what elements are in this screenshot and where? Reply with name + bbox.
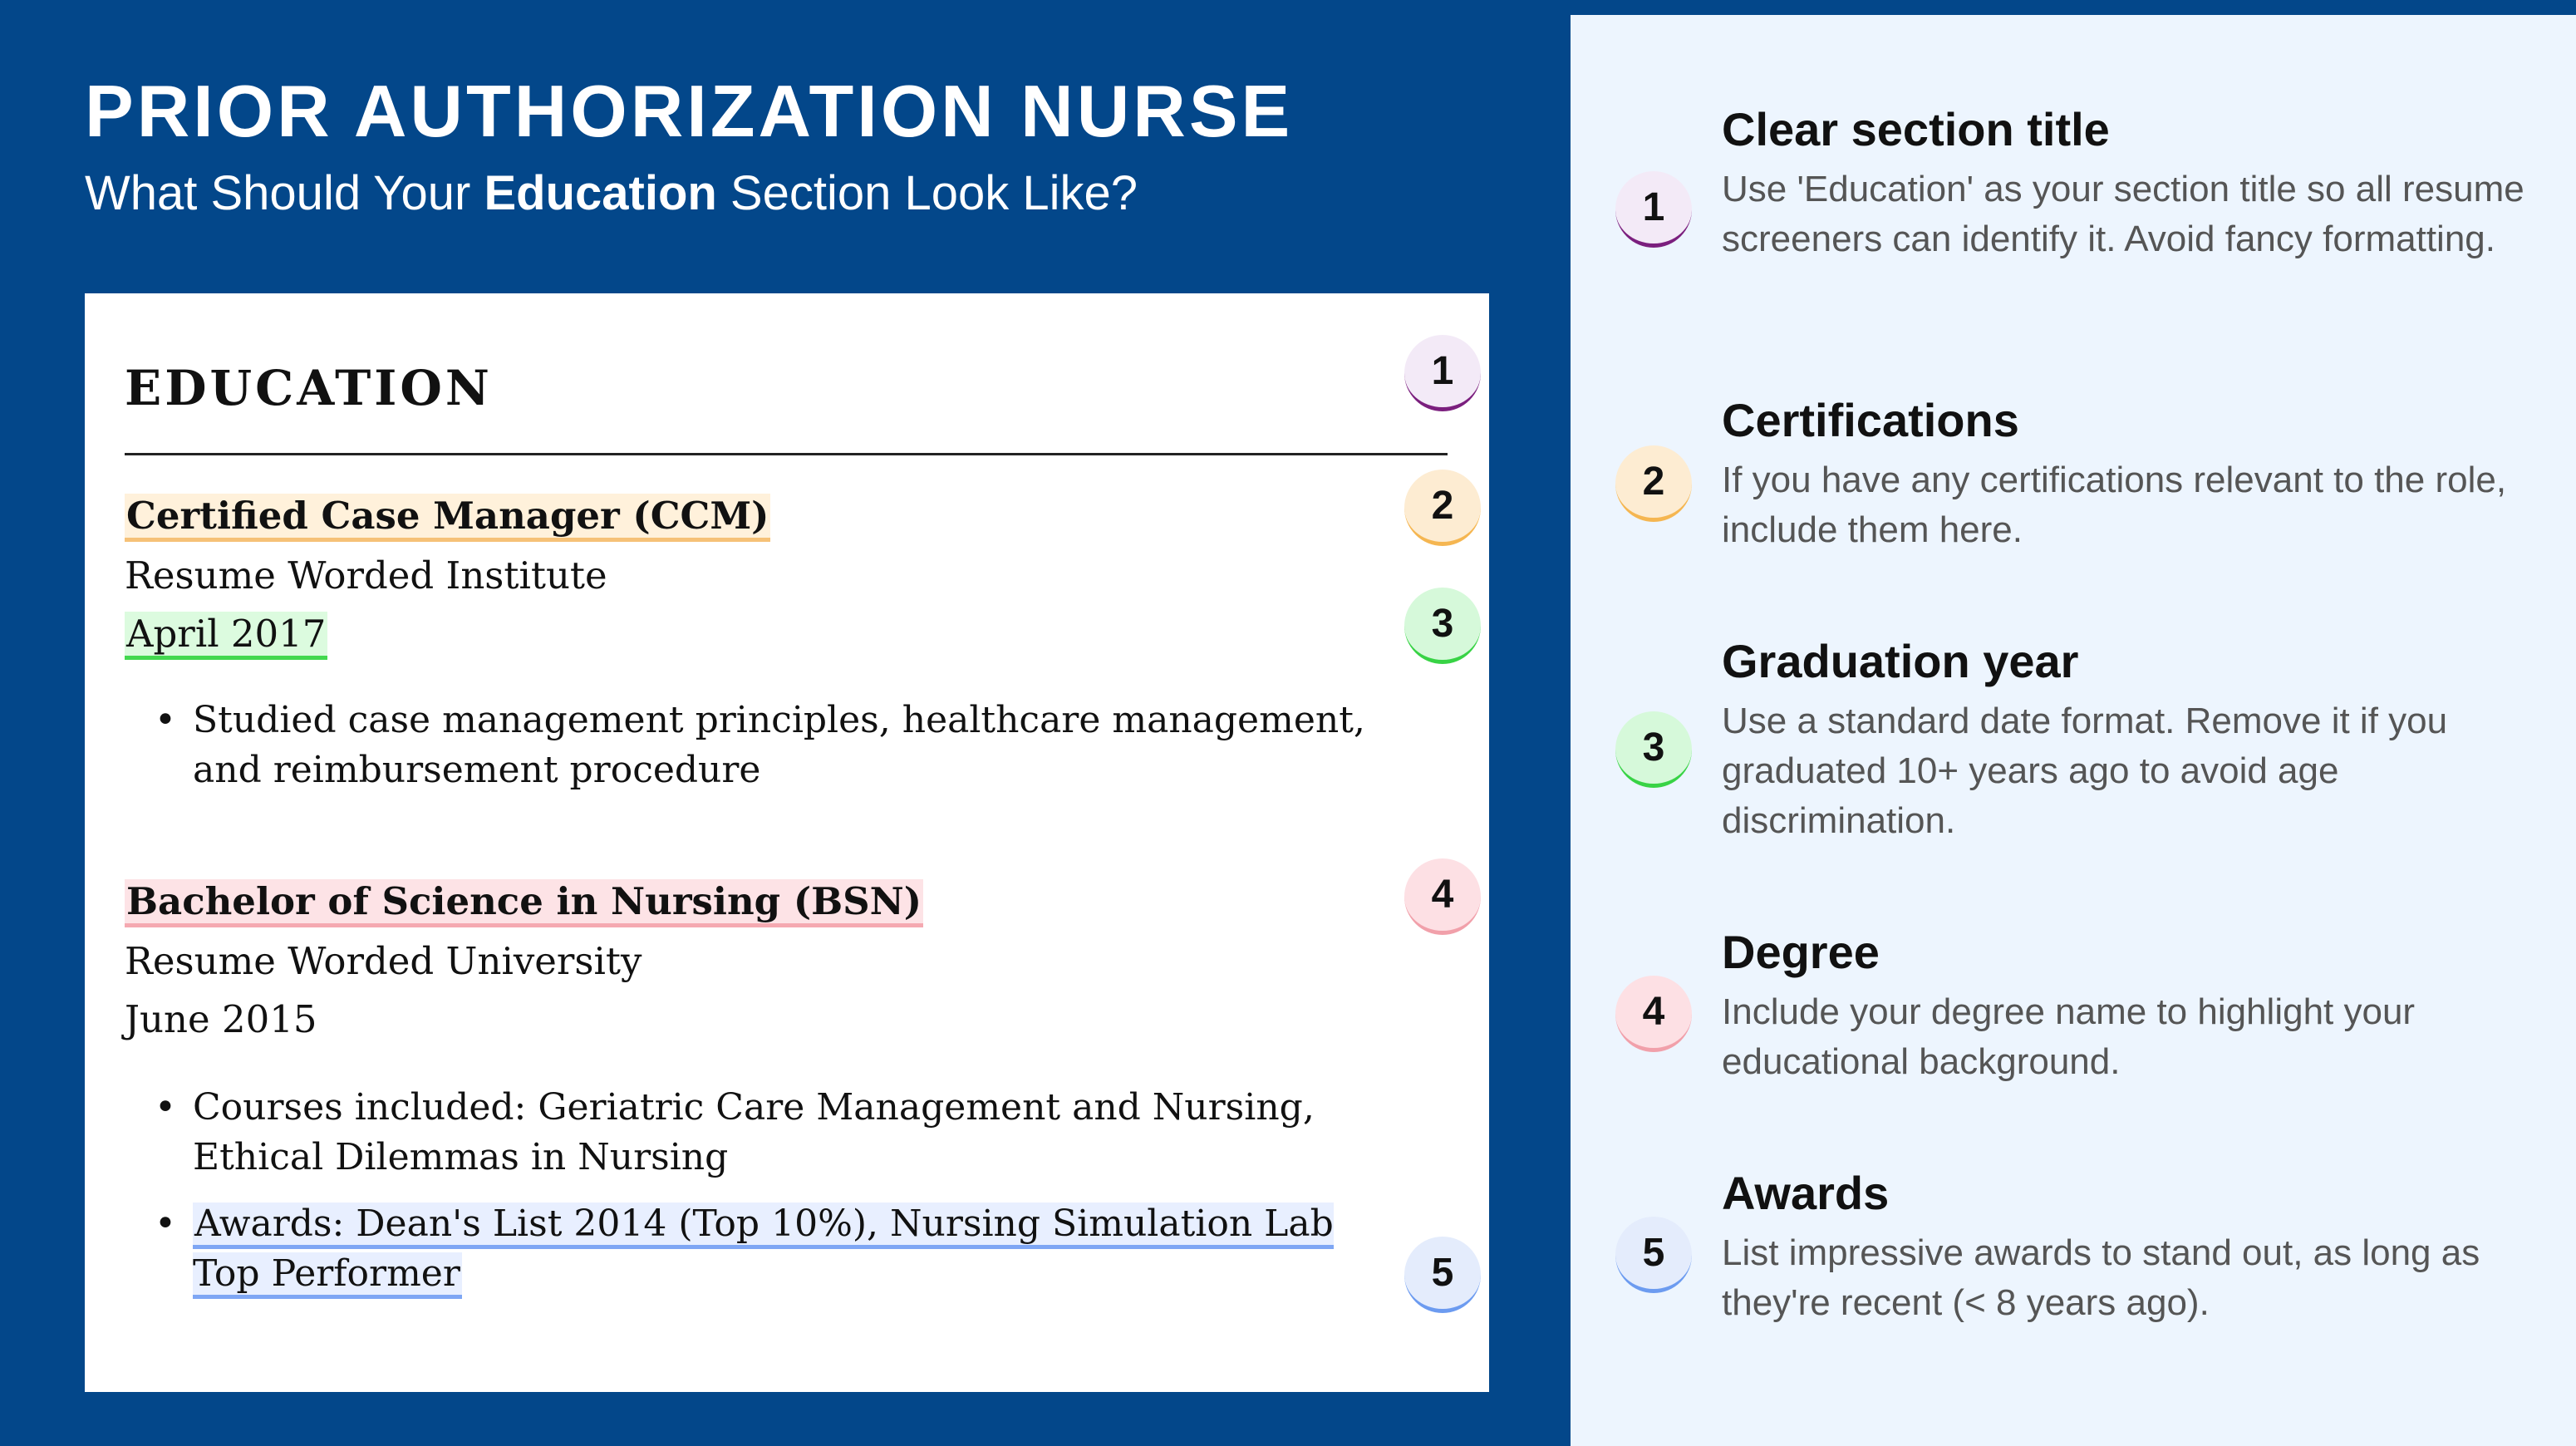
tip-3-badge: 3 — [1615, 711, 1692, 788]
tip-4-title: Degree — [1722, 926, 1880, 978]
resume-section-heading: EDUCATION — [125, 360, 493, 416]
tips-panel — [1571, 15, 2576, 1446]
entry-1-date — [125, 611, 327, 657]
entry-1-bullet-1 — [155, 696, 1406, 795]
resume-example-card — [85, 293, 1489, 1392]
subtitle-start: What Should Your — [85, 166, 484, 220]
entry-2-date: June 2015 — [125, 997, 317, 1041]
entry-1-school: Resume Worded Institute — [125, 553, 607, 598]
entry-2-degree — [125, 878, 923, 925]
tip-5-badge: 5 — [1615, 1217, 1692, 1293]
badge-5: 5 — [1404, 1237, 1481, 1313]
page-subtitle — [85, 165, 1138, 223]
tip-3-text: Use a standard date format. Remove it if you graduated 10+ years ago to avoid age discrimination. — [1722, 701, 2448, 841]
tip-4-text: Include your degree name to highlight your educational background. — [1722, 991, 2416, 1082]
badge-1: 1 — [1404, 335, 1481, 411]
bullet-text — [193, 1199, 1389, 1299]
tip-4-badge: 4 — [1615, 976, 1692, 1052]
entry-1-degree — [125, 493, 770, 539]
badge-4: 4 — [1404, 858, 1481, 935]
awards-highlight: Awards: Dean's List 2014 (Top 10%), Nursing Simulation Lab Top Performer — [193, 1203, 1334, 1299]
subtitle-end: Section Look Like? — [716, 166, 1138, 220]
bullet-text: Courses included: Geriatric Care Management and Nursing, Ethical Dilemmas in Nursing — [193, 1086, 1315, 1178]
tip-2-title: Certifications — [1722, 394, 2019, 446]
bullet-marker: • — [155, 699, 176, 741]
tip-1-badge: 1 — [1615, 171, 1692, 248]
tip-1-title: Clear section title — [1722, 103, 2110, 155]
entry-2-bullet-2 — [155, 1199, 1389, 1299]
tip-2-badge: 2 — [1615, 445, 1692, 522]
badge-3: 3 — [1404, 588, 1481, 664]
subtitle-emphasis: Education — [484, 166, 717, 220]
badge-2: 2 — [1404, 470, 1481, 546]
entry-2-school: Resume Worded University — [125, 939, 642, 983]
entry-1-degree-highlight: Certified Case Manager (CCM) — [125, 494, 770, 542]
tip-3-title: Graduation year — [1722, 635, 2079, 687]
tip-1-text: Use 'Education' as your section title so all resume screeners can identify it. Avoid fancy formatting. — [1722, 169, 2524, 259]
tip-2-text: If you have any certifications relevant to the role, include them here. — [1722, 460, 2507, 550]
tip-5-text: List impressive awards to stand out, as long as they're recent (< 8 years ago). — [1722, 1232, 2480, 1323]
tip-5-title: Awards — [1722, 1167, 1890, 1219]
bullet-text: Studied case management principles, healthcare management, and reimbursement procedure — [193, 699, 1365, 791]
page-title: PRIOR AUTHORIZATION NURSE — [85, 70, 1294, 152]
entry-2-bullet-1 — [155, 1083, 1406, 1183]
bullet-marker: • — [155, 1086, 176, 1129]
entry-1-date-highlight: April 2017 — [125, 612, 327, 660]
heading-divider — [125, 453, 1448, 455]
bullet-marker: • — [155, 1203, 176, 1245]
entry-2-degree-highlight: Bachelor of Science in Nursing (BSN) — [125, 879, 923, 927]
